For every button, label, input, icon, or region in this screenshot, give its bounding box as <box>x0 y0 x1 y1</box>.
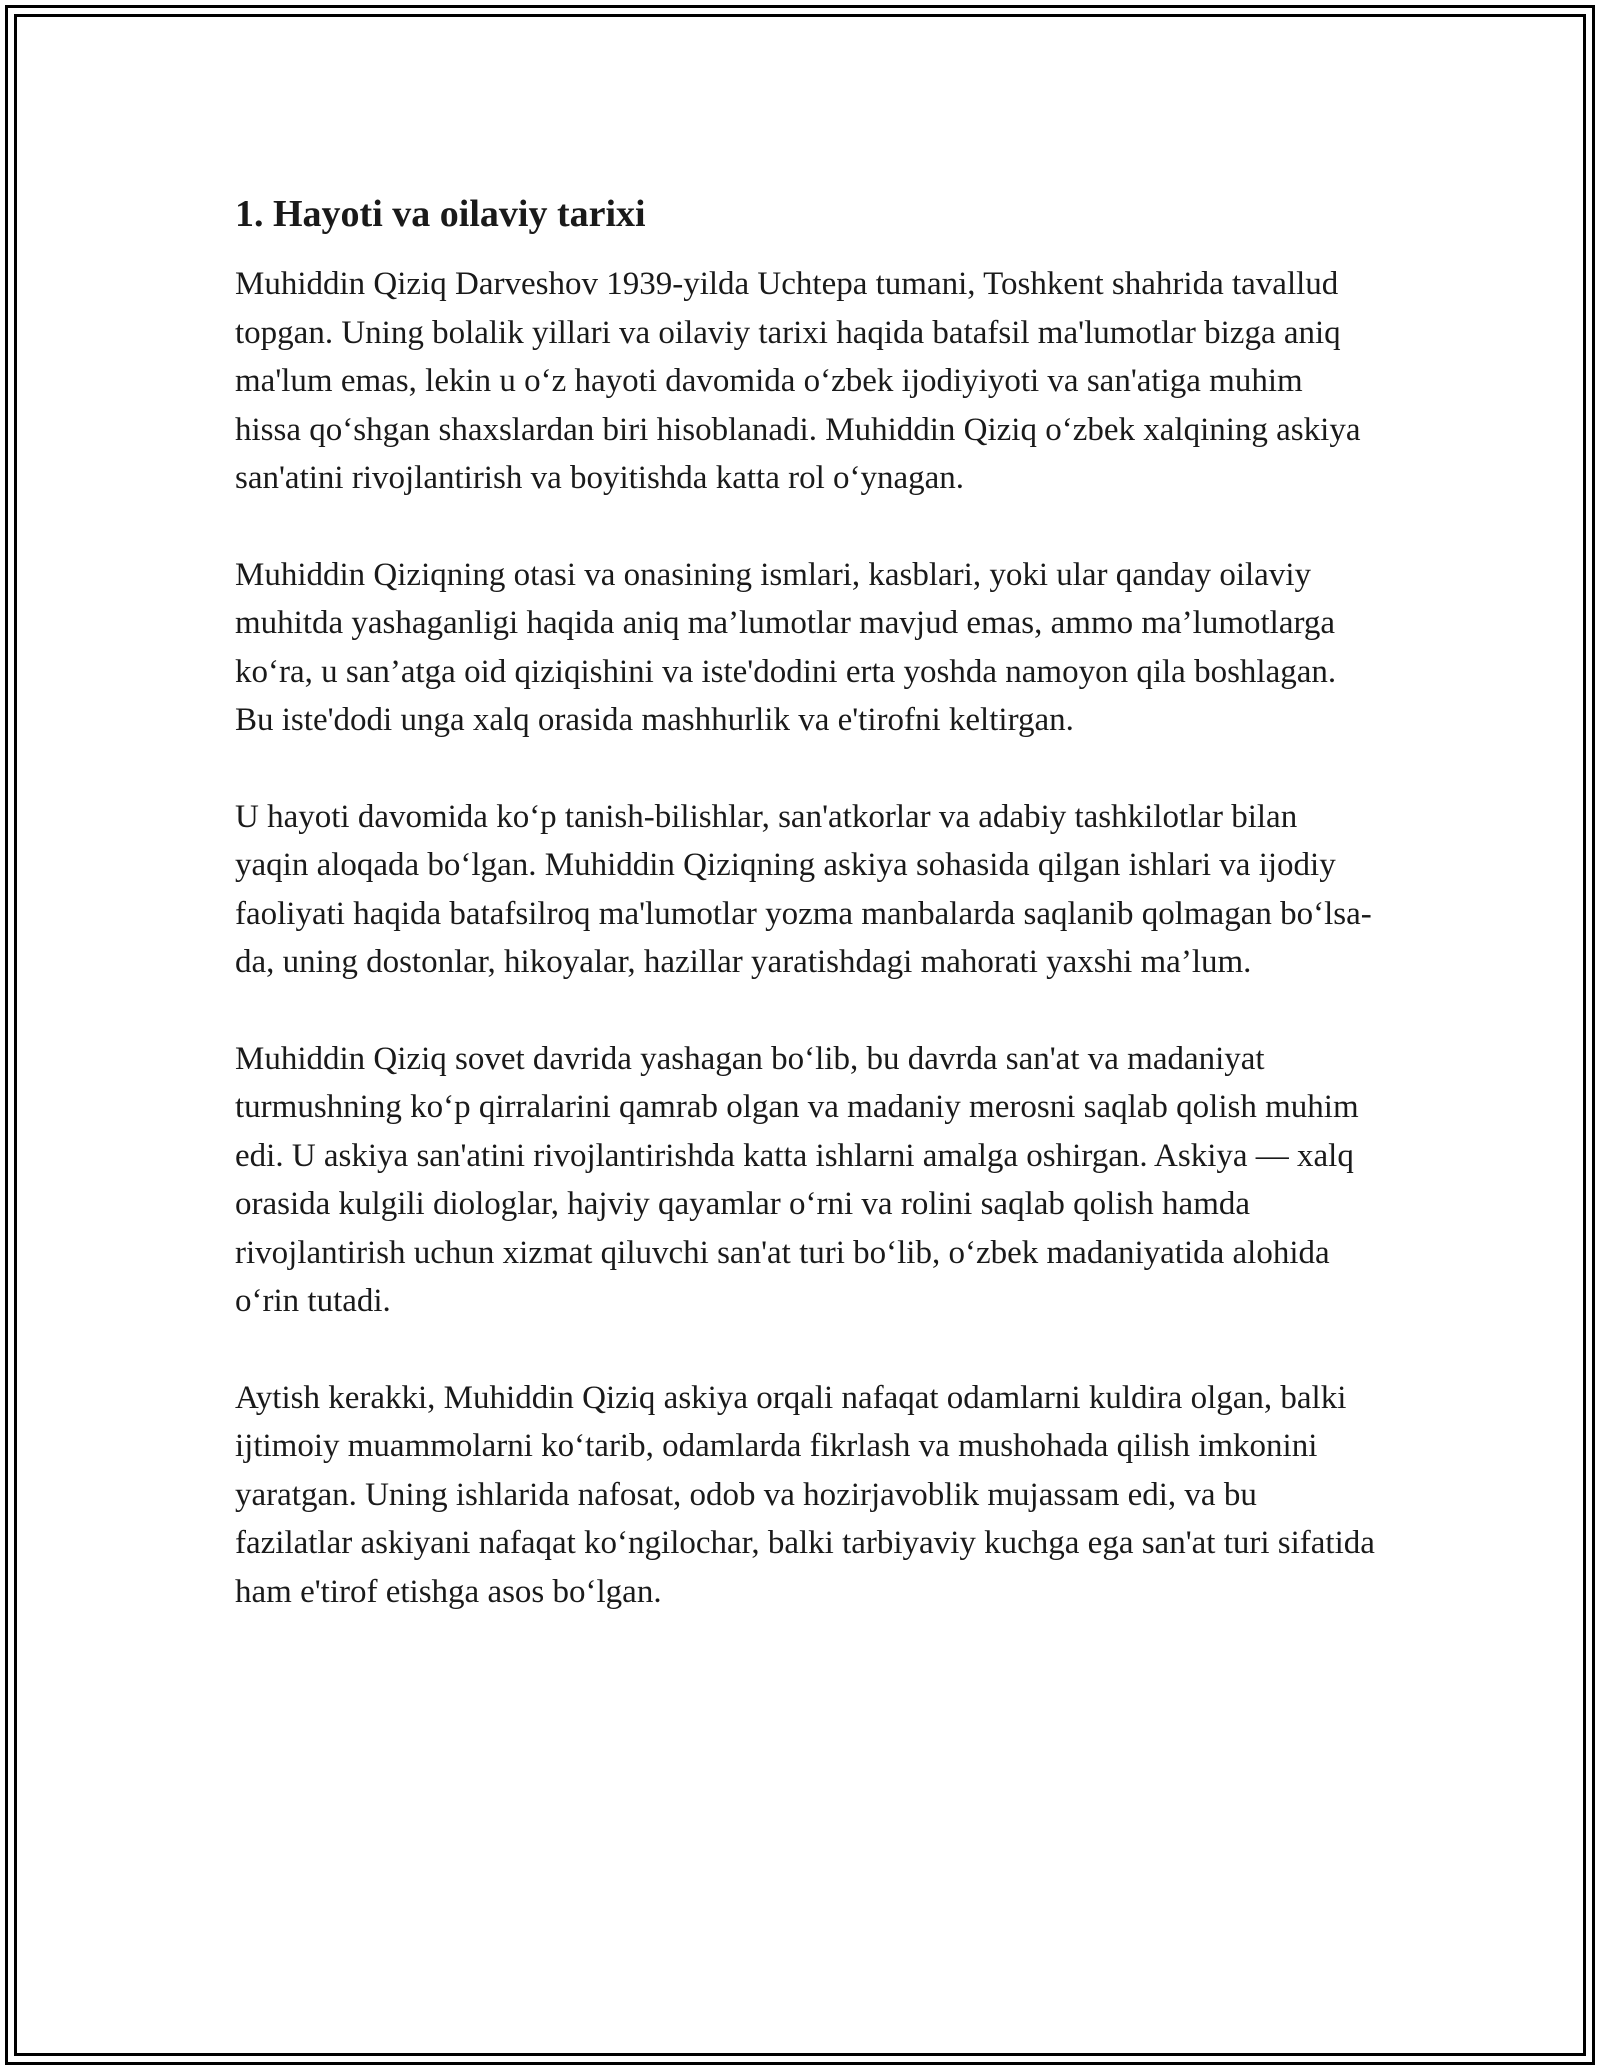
document-body <box>235 186 1375 1664</box>
section-heading: 1. Hayoti va oilaviy tarixi <box>235 193 646 235</box>
paragraph-5: Aytish kerakki, Muhiddin Qiziq askiya orqali nafaqat odamlarni kuldira olgan, balki ijtimoiy muammolarni ko‘tarib, odamlarda fikrlash va mushohada qilish imkonini yaratgan. Uning ishlarida nafosat, odob va hozirjavoblik mujassam edi, va bu fazilatlar askiyani nafaqat ko‘ngilochar, balki tarbiyaviy kuchga ega san'at turi sifatida ham e'tirof etishga asos bo‘lgan. <box>235 1379 1375 1610</box>
paragraph-4: Muhiddin Qiziq sovet davrida yashagan bo‘lib, bu davrda san'at va madaniyat turmushning ko‘p qirralarini qamrab olgan va madaniy merosni saqlab qolish muhim edi. U askiya san'atini rivojlantirishda katta ishlarni amalga oshirgan. Askiya — xalq orasida kulgili diologlar, hajviy qayamlar o‘rni va rolini saqlab qolish hamda rivojlantirish uchun xizmat qiluvchi san'at turi bo‘lib, o‘zbek madaniyatida alohida o‘rin tutadi. <box>235 1040 1359 1319</box>
paragraph-3: U hayoti davomida ko‘p tanish-bilishlar, san'atkorlar va adabiy tashkilotlar bilan yaqin aloqada bo‘lgan. Muhiddin Qiziqning askiya sohasida qilgan ishlari va ijodiy faoliyati haqida batafsilroq ma'lumotlar yozma manbalarda saqlanib qolmagan bo‘lsa-da, uning dostonlar, hikoyalar, hazillar yaratishdagi mahorati yaxshi ma’lum. <box>235 798 1372 980</box>
paragraph-2: Muhiddin Qiziqning otasi va onasining ismlari, kasblari, yoki ular qanday oilaviy muhitda yashaganligi haqida aniq ma’lumotlar mavjud emas, ammo ma’lumotlarga ko‘ra, u san’atga oid qiziqishini va iste'dodini erta yoshda namoyon qila boshlagan. Bu iste'dodi unga xalq orasida mashhurlik va e'tirofni keltirgan. <box>235 556 1337 738</box>
paragraph-1: Muhiddin Qiziq Darveshov 1939-yilda Uchtepa tumani, Toshkent shahrida tavallud topgan. Uning bolalik yillari va oilaviy tarixi haqida batafsil ma'lumotlar bizga aniq ma'lum emas, lekin u o‘z hayoti davomida o‘zbek ijodiyiyoti va san'atiga muhim hissa qo‘shgan shaxslardan biri hisoblanadi. Muhiddin Qiziq o‘zbek xalqining askiya san'atini rivojlantirish va boyitishda katta rol o‘ynagan. <box>235 266 1361 496</box>
